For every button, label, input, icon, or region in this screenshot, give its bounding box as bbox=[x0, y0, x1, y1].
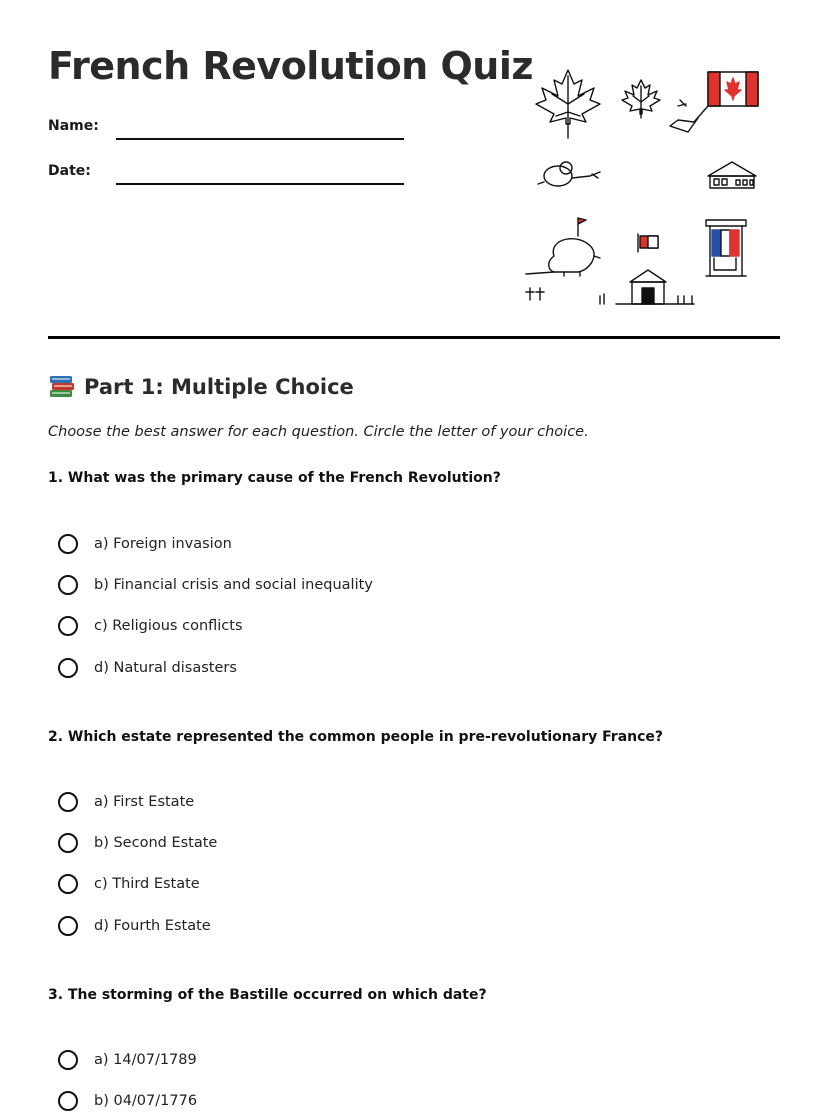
q2-option-d[interactable] bbox=[58, 914, 211, 938]
name-label: Name: bbox=[48, 118, 99, 134]
trees-icon bbox=[526, 288, 544, 300]
q1-option-a[interactable] bbox=[58, 532, 232, 556]
question-1: 1. What was the primary cause of the French Revolution? bbox=[48, 470, 501, 486]
radio-button[interactable] bbox=[58, 1091, 78, 1111]
radio-button[interactable] bbox=[58, 534, 78, 554]
q3-option-b[interactable] bbox=[58, 1089, 197, 1113]
option-label: a) 14/07/1789 bbox=[94, 1052, 197, 1068]
q3-option-a[interactable] bbox=[58, 1048, 197, 1072]
small-maple-leaf-icon bbox=[622, 80, 660, 118]
option-label: d) Natural disasters bbox=[94, 660, 237, 676]
radio-button[interactable] bbox=[58, 916, 78, 936]
cabin-icon bbox=[708, 162, 756, 188]
maple-leaf-icon bbox=[536, 70, 600, 138]
radio-button[interactable] bbox=[58, 874, 78, 894]
question-3: 3. The storming of the Bastille occurred on which date? bbox=[48, 987, 487, 1003]
option-label: a) First Estate bbox=[94, 794, 195, 810]
books-icon bbox=[48, 374, 76, 400]
radio-button[interactable] bbox=[58, 575, 78, 595]
radio-button[interactable] bbox=[58, 658, 78, 678]
q1-option-c[interactable] bbox=[58, 614, 243, 638]
part1-heading-text: Part 1: Multiple Choice bbox=[84, 375, 354, 399]
quiz-title: French Revolution Quiz bbox=[48, 44, 533, 88]
radio-button[interactable] bbox=[58, 792, 78, 812]
bastille-flag-icon bbox=[600, 234, 694, 304]
option-label: b) Financial crisis and social inequality bbox=[94, 577, 373, 593]
instructions: Choose the best answer for each question. Circle the letter of your choice. bbox=[48, 424, 589, 440]
q2-option-c[interactable] bbox=[58, 872, 200, 896]
radio-button[interactable] bbox=[58, 833, 78, 853]
option-label: d) Fourth Estate bbox=[94, 918, 211, 934]
france-flag-guillotine-icon bbox=[706, 220, 746, 276]
question-2: 2. Which estate represented the common people in pre-revolutionary France? bbox=[48, 729, 664, 745]
part1-heading bbox=[48, 374, 354, 400]
q2-option-a[interactable] bbox=[58, 790, 194, 814]
date-field[interactable] bbox=[116, 183, 404, 185]
beaver-fort-icon bbox=[526, 218, 600, 276]
name-field[interactable] bbox=[116, 138, 404, 140]
option-label: b) 04/07/1776 bbox=[94, 1093, 198, 1109]
canada-flag-hockey-icon bbox=[670, 72, 758, 132]
option-label: c) Religious conflicts bbox=[94, 618, 243, 634]
option-label: a) Foreign invasion bbox=[94, 536, 232, 552]
section-divider bbox=[48, 336, 780, 339]
q2-option-b[interactable] bbox=[58, 831, 217, 855]
canada-doodles bbox=[520, 62, 770, 312]
q1-option-b[interactable] bbox=[58, 573, 373, 597]
option-label: b) Second Estate bbox=[94, 835, 218, 851]
date-label: Date: bbox=[48, 163, 91, 179]
radio-button[interactable] bbox=[58, 616, 78, 636]
q1-option-d[interactable] bbox=[58, 656, 237, 680]
beaver-icon bbox=[538, 162, 600, 186]
option-label: c) Third Estate bbox=[94, 876, 200, 892]
radio-button[interactable] bbox=[58, 1050, 78, 1070]
